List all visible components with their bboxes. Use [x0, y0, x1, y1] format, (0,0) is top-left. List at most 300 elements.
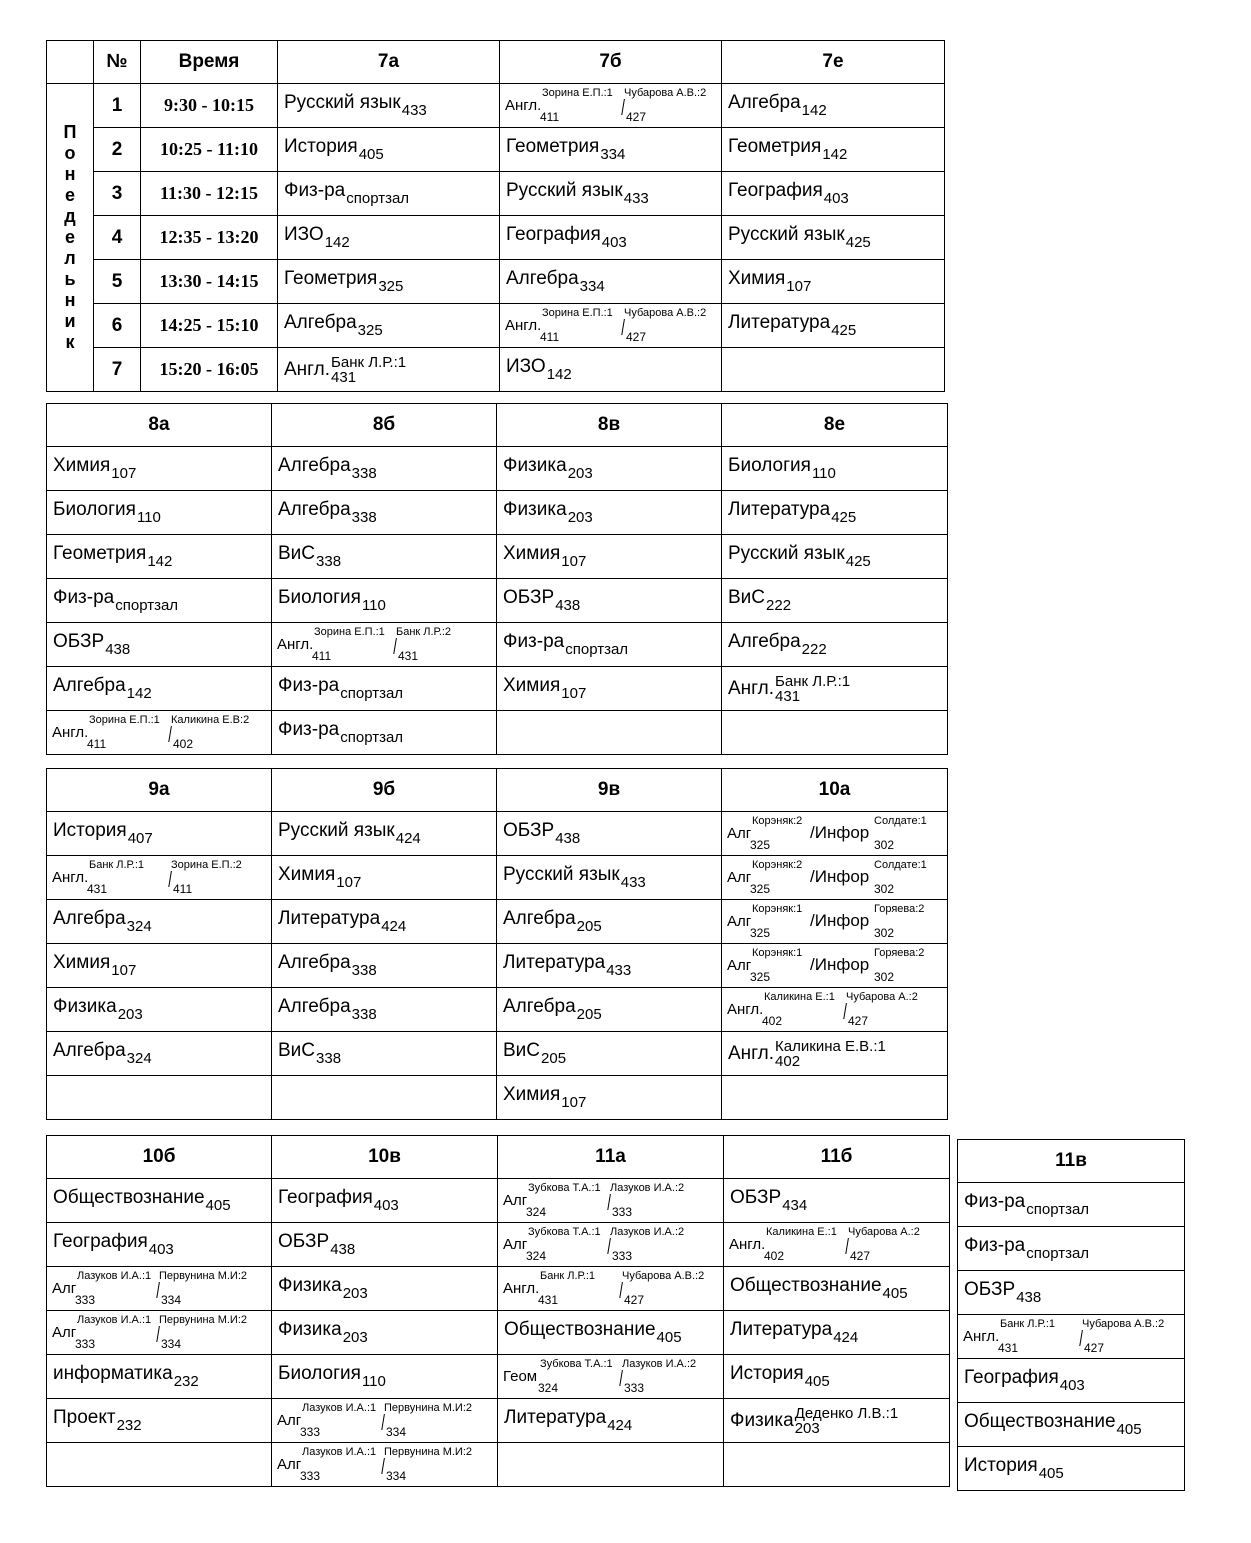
lesson — [722, 92, 827, 119]
room-2: 427 — [848, 1014, 869, 1028]
lesson — [272, 820, 421, 847]
lesson-cell — [722, 260, 945, 304]
lesson — [47, 631, 130, 658]
subject-label: Литература — [728, 499, 831, 520]
lesson-cell — [497, 535, 722, 579]
lesson — [278, 180, 409, 207]
subject-label: Англ. — [728, 677, 775, 699]
room: 338 — [351, 1006, 377, 1023]
room-1: 333 — [75, 1293, 96, 1307]
room: 424 — [607, 1417, 633, 1434]
subject-label: История — [964, 1455, 1038, 1476]
lesson-cell — [722, 900, 948, 944]
lesson-cell — [497, 812, 722, 856]
teacher-2: Лазуков И.А.:2 — [622, 1358, 697, 1370]
teacher-1: Лазуков И.А.:1 — [77, 1314, 152, 1326]
subject-label: Химия — [53, 952, 111, 973]
room: 431 — [775, 687, 801, 705]
teacher-2: Чубарова А.:2 — [848, 1226, 920, 1238]
teacher-2: Лазуков И.А.:2 — [610, 1182, 685, 1194]
split-lesson — [500, 84, 721, 127]
period-number: 2 — [94, 128, 141, 172]
subject-label: Литература — [728, 312, 831, 333]
split-lesson — [722, 856, 947, 899]
split-lesson — [958, 1315, 1184, 1358]
room: 325 — [357, 322, 383, 339]
lesson — [272, 996, 377, 1023]
lesson-cell — [958, 1227, 1185, 1271]
subject-label: Химия — [278, 864, 336, 885]
teacher-2: Чубарова А.:2 — [846, 991, 918, 1003]
lesson — [47, 1040, 152, 1067]
subject-label: Алг — [503, 1236, 528, 1253]
teacher-1: Каликина Е.:1 — [766, 1226, 837, 1238]
class-header: 9а — [47, 769, 272, 812]
room-2: 334 — [386, 1469, 407, 1483]
lesson-cell — [47, 1355, 272, 1399]
slash-icon: / — [621, 95, 625, 120]
room: 338 — [351, 465, 377, 482]
room: 203 — [342, 1329, 368, 1346]
room: 142 — [822, 146, 848, 163]
teacher-1: Корэняк:1 — [752, 947, 803, 959]
schedule-block-10-11 — [46, 1135, 950, 1487]
class-header: 8а — [47, 404, 272, 447]
period-number: 6 — [94, 304, 141, 348]
subject-label: Физика — [730, 1409, 794, 1431]
lesson-cell — [47, 447, 272, 491]
room-1: 431 — [538, 1293, 559, 1307]
lesson — [47, 908, 152, 935]
lesson-cell — [47, 1311, 272, 1355]
period-time: 12:35 - 13:20 — [141, 216, 278, 260]
lesson — [722, 136, 847, 163]
room-2: 334 — [161, 1293, 182, 1307]
lesson — [47, 455, 136, 482]
class-header: 9б — [272, 769, 497, 812]
room-1: 325 — [750, 970, 771, 984]
class-header: 10а — [722, 769, 948, 812]
day-letter: и — [64, 311, 76, 331]
subject-label: География — [728, 180, 823, 201]
teacher-2: Чубарова А.В.:2 — [622, 1270, 705, 1282]
teacher-1: Каликина Е.:1 — [764, 991, 835, 1003]
room: 107 — [561, 685, 587, 702]
room-2: 411 — [173, 882, 193, 896]
lesson — [724, 1319, 858, 1346]
room: спортзал — [340, 729, 404, 746]
teacher-1: Зубкова Т.А.:1 — [528, 1182, 601, 1194]
lesson-cell — [272, 1223, 498, 1267]
lesson-cell — [722, 856, 948, 900]
subject-2-label: /Инфор — [810, 867, 870, 886]
class-header: 7а — [278, 41, 500, 84]
lesson — [47, 543, 172, 570]
room: 405 — [205, 1197, 231, 1214]
room: 110 — [361, 597, 386, 614]
subject-label: Физ-ра — [503, 631, 565, 652]
lesson-cell — [722, 579, 948, 623]
room-2: 334 — [386, 1425, 407, 1439]
subject-label: ИЗО — [284, 224, 324, 245]
lesson-cell — [497, 1076, 722, 1120]
lesson — [724, 1363, 830, 1390]
subject-label: ОБЗР — [53, 631, 105, 652]
lesson — [47, 675, 152, 702]
lesson-cell — [278, 172, 500, 216]
lesson-cell — [498, 1355, 724, 1399]
room: 438 — [1016, 1289, 1042, 1306]
lesson — [47, 1363, 199, 1390]
day-letter: д — [64, 206, 76, 226]
room: 438 — [105, 641, 131, 658]
room: 203 — [794, 1419, 820, 1437]
class-header: 8е — [722, 404, 948, 447]
lesson-cell — [722, 667, 948, 711]
subject-label: Литература — [504, 1407, 607, 1428]
teacher: Деденко Л.В.:1 — [794, 1404, 899, 1422]
subject-label: Геометрия — [53, 543, 147, 564]
lesson — [500, 268, 605, 295]
lesson-cell — [724, 1399, 950, 1443]
lesson-cell — [272, 1443, 498, 1487]
room: 203 — [342, 1285, 368, 1302]
lesson — [47, 1407, 142, 1434]
room-1: 411 — [312, 649, 332, 663]
room-1: 411 — [87, 737, 107, 751]
lesson-cell — [500, 348, 722, 392]
lesson-cell — [722, 172, 945, 216]
subject-label: Русский язык — [503, 864, 620, 885]
lesson — [722, 587, 791, 614]
room: 405 — [358, 146, 384, 163]
lesson-cell — [722, 711, 948, 755]
room: 405 — [656, 1329, 682, 1346]
lesson — [497, 1040, 566, 1067]
period-number: 7 — [94, 348, 141, 392]
room-1: 333 — [75, 1337, 96, 1351]
subject-label: Проект — [53, 1407, 116, 1428]
room: 425 — [831, 509, 857, 526]
lesson-cell — [724, 1179, 950, 1223]
lesson — [958, 1367, 1085, 1394]
subject-label: Химия — [503, 1084, 561, 1105]
teacher-2: Лазуков И.А.:2 — [610, 1226, 685, 1238]
room: 405 — [882, 1285, 908, 1302]
lesson-cell — [272, 1311, 498, 1355]
subject-label: Алг — [277, 1456, 302, 1473]
room-2: 333 — [612, 1249, 633, 1263]
split-lesson — [722, 900, 947, 943]
lesson-cell — [498, 1267, 724, 1311]
room: 205 — [541, 1050, 567, 1067]
subject-label: Геометрия — [728, 136, 822, 157]
room: 107 — [561, 553, 587, 570]
room: 433 — [401, 102, 427, 119]
room-1: 333 — [300, 1469, 321, 1483]
subject-2-label: /Инфор — [810, 823, 870, 842]
teacher-1: Банк Л.Р.:1 — [89, 859, 145, 871]
room: 142 — [546, 366, 572, 383]
teacher-room — [775, 674, 850, 704]
lesson-cell — [722, 1076, 948, 1120]
lesson-cell — [498, 1223, 724, 1267]
lesson-cell — [722, 988, 948, 1032]
lesson — [958, 1191, 1089, 1218]
subject-label: Алг — [52, 1324, 77, 1341]
subject-label: Литература — [730, 1319, 833, 1340]
lesson-cell — [278, 84, 500, 128]
schedule-block-7 — [46, 40, 945, 392]
lesson — [500, 180, 649, 207]
room: 142 — [126, 685, 152, 702]
room: 232 — [173, 1373, 199, 1390]
schedule-block-8 — [46, 403, 948, 755]
room: 338 — [351, 962, 377, 979]
subject-label: ОБЗР — [278, 1231, 330, 1252]
room: 203 — [117, 1006, 143, 1023]
teacher-2: Зорина Е.П.:2 — [171, 859, 242, 871]
subject-label: ВиС — [278, 1040, 316, 1061]
subject-label: Русский язык — [506, 180, 623, 201]
room-2: 427 — [626, 330, 647, 344]
lesson-cell — [47, 711, 272, 755]
subject-label: Алг — [727, 913, 752, 930]
teacher-1: Корэняк:2 — [752, 859, 803, 871]
room: 403 — [1059, 1377, 1085, 1394]
lesson-cell — [497, 491, 722, 535]
room: 142 — [147, 553, 173, 570]
subject-label: Физ-ра — [53, 587, 115, 608]
lesson — [497, 996, 602, 1023]
slash-icon: / — [1079, 1326, 1083, 1351]
room: 425 — [845, 553, 871, 570]
lesson-cell — [722, 1032, 948, 1076]
room: 110 — [811, 465, 836, 482]
lesson-cell — [724, 1267, 950, 1311]
room: 424 — [381, 918, 407, 935]
lesson-cell — [272, 447, 497, 491]
lesson-cell — [272, 1399, 498, 1443]
room-1: 431 — [87, 882, 108, 896]
schedule-block-9-10 — [46, 768, 948, 1120]
lesson-cell — [498, 1179, 724, 1223]
lesson-cell — [500, 216, 722, 260]
room: 110 — [136, 509, 161, 526]
subject-label: Обществознание — [730, 1275, 882, 1296]
teacher-2: Первунина М.И:2 — [159, 1270, 248, 1282]
room-2: 302 — [874, 882, 895, 896]
teacher-1: Лазуков И.А.:1 — [77, 1270, 152, 1282]
lesson — [272, 499, 377, 526]
subject-label: География — [964, 1367, 1059, 1388]
subject-label: Алг — [727, 825, 752, 842]
lesson-cell — [47, 535, 272, 579]
lesson — [722, 543, 871, 570]
room: 433 — [620, 874, 646, 891]
lesson — [498, 1407, 632, 1434]
lesson-cell — [724, 1311, 950, 1355]
split-lesson — [272, 1443, 497, 1486]
lesson-cell — [500, 172, 722, 216]
lesson — [722, 455, 836, 482]
slash-icon: / — [607, 1234, 611, 1259]
subject-label: Англ. — [727, 1001, 764, 1018]
subject-label: Алгебра — [278, 499, 351, 520]
subject-label: ОБЗР — [730, 1187, 782, 1208]
split-lesson — [47, 1267, 271, 1310]
room: 434 — [782, 1197, 808, 1214]
room: 222 — [801, 641, 827, 658]
class-header: 8б — [272, 404, 497, 447]
subject-label: География — [53, 1231, 148, 1252]
subject-label: Химия — [53, 455, 111, 476]
room: 142 — [324, 234, 350, 251]
lesson-cell — [47, 623, 272, 667]
lesson-cell — [722, 623, 948, 667]
lesson-cell — [47, 1223, 272, 1267]
subject-label: Физ-ра — [278, 719, 340, 740]
lesson-cell — [498, 1443, 724, 1487]
day-cell — [47, 84, 94, 392]
split-lesson — [722, 988, 947, 1031]
lesson — [272, 1040, 341, 1067]
subject-label: ОБЗР — [503, 587, 555, 608]
room: 433 — [606, 962, 632, 979]
split-lesson — [272, 623, 496, 666]
lesson-cell — [497, 667, 722, 711]
subject-label: Биология — [278, 587, 361, 608]
subject-label: Алгебра — [53, 908, 126, 929]
teacher-room — [331, 355, 406, 385]
slash-icon: / — [619, 1278, 623, 1303]
lesson-cell — [958, 1183, 1185, 1227]
room-1: 402 — [764, 1249, 785, 1263]
room-1: 411 — [540, 110, 560, 124]
room: 424 — [395, 830, 421, 847]
room: 222 — [766, 597, 792, 614]
lesson — [272, 587, 386, 614]
teacher: Каликина Е.В.:1 — [775, 1037, 886, 1055]
lesson — [278, 268, 403, 295]
room: 403 — [601, 234, 627, 251]
lesson-cell — [500, 128, 722, 172]
lesson-cell — [497, 900, 722, 944]
lesson — [497, 952, 631, 979]
teacher-1: Зубкова Т.А.:1 — [528, 1226, 601, 1238]
lesson-cell — [47, 1032, 272, 1076]
lesson — [278, 355, 406, 385]
lesson-cell — [272, 988, 497, 1032]
teacher-room — [775, 1039, 886, 1069]
lesson-cell — [958, 1315, 1185, 1359]
teacher-2: Первунина М.И:2 — [384, 1402, 473, 1414]
lesson — [958, 1279, 1041, 1306]
room: 424 — [833, 1329, 859, 1346]
lesson-cell — [47, 491, 272, 535]
lesson-cell — [47, 988, 272, 1032]
teacher-2: Горяева:2 — [874, 903, 925, 915]
period-number: 1 — [94, 84, 141, 128]
header-num: № — [94, 41, 141, 84]
class-header: 10б — [47, 1136, 272, 1179]
lesson-cell — [272, 1076, 497, 1120]
subject-label: Алгебра — [503, 908, 576, 929]
room-1: 333 — [300, 1425, 321, 1439]
room-2: 334 — [161, 1337, 182, 1351]
lesson-cell — [272, 491, 497, 535]
period-number: 5 — [94, 260, 141, 304]
split-lesson — [498, 1179, 723, 1222]
teacher-1: Лазуков И.А.:1 — [302, 1446, 377, 1458]
room: 338 — [351, 509, 377, 526]
lesson-cell — [722, 944, 948, 988]
lesson-cell — [958, 1403, 1185, 1447]
room-1: 324 — [526, 1249, 547, 1263]
room: 425 — [831, 322, 857, 339]
room: 107 — [336, 874, 362, 891]
period-number: 4 — [94, 216, 141, 260]
lesson — [958, 1411, 1142, 1438]
lesson-cell — [722, 447, 948, 491]
subject-label: Обществознание — [964, 1411, 1116, 1432]
lesson-cell — [47, 1443, 272, 1487]
period-time: 10:25 - 11:10 — [141, 128, 278, 172]
teacher-2: Чубарова А.В.:2 — [624, 87, 707, 99]
subject-label: Физика — [53, 996, 117, 1017]
slash-icon: / — [621, 315, 625, 340]
room-1: 324 — [526, 1205, 547, 1219]
room: 107 — [111, 962, 137, 979]
lesson — [47, 996, 143, 1023]
subject-label: Физ-ра — [284, 180, 346, 201]
subject-label: Алг — [277, 1412, 302, 1429]
room: 438 — [330, 1241, 356, 1258]
lesson — [497, 820, 580, 847]
room-2: 402 — [173, 737, 194, 751]
split-lesson — [47, 711, 271, 754]
room: спортзал — [340, 685, 404, 702]
subject-label: Алгебра — [506, 268, 579, 289]
room: спортзал — [1026, 1245, 1090, 1262]
lesson — [958, 1235, 1089, 1262]
split-lesson — [47, 1311, 271, 1354]
subject-label: Геометрия — [506, 136, 600, 157]
lesson-cell — [958, 1359, 1185, 1403]
lesson — [272, 455, 377, 482]
class-header: 11а — [498, 1136, 724, 1179]
lesson — [278, 312, 383, 339]
room: 438 — [555, 830, 581, 847]
lesson — [500, 224, 627, 251]
lesson-cell — [47, 1399, 272, 1443]
subject-label: История — [53, 820, 127, 841]
lesson-cell — [47, 1179, 272, 1223]
subject-label: Алгебра — [278, 455, 351, 476]
period-number: 3 — [94, 172, 141, 216]
lesson — [724, 1406, 898, 1436]
subject-label: Русский язык — [728, 224, 845, 245]
lesson — [497, 587, 580, 614]
subject-label: Англ. — [505, 317, 542, 334]
subject-label: ВиС — [278, 543, 316, 564]
subject-label: Англ. — [52, 724, 89, 741]
subject-label: ИЗО — [506, 356, 546, 377]
room: 107 — [786, 278, 812, 295]
lesson-cell — [47, 900, 272, 944]
room: 405 — [1038, 1465, 1064, 1482]
teacher-1: Зубкова Т.А.:1 — [540, 1358, 613, 1370]
